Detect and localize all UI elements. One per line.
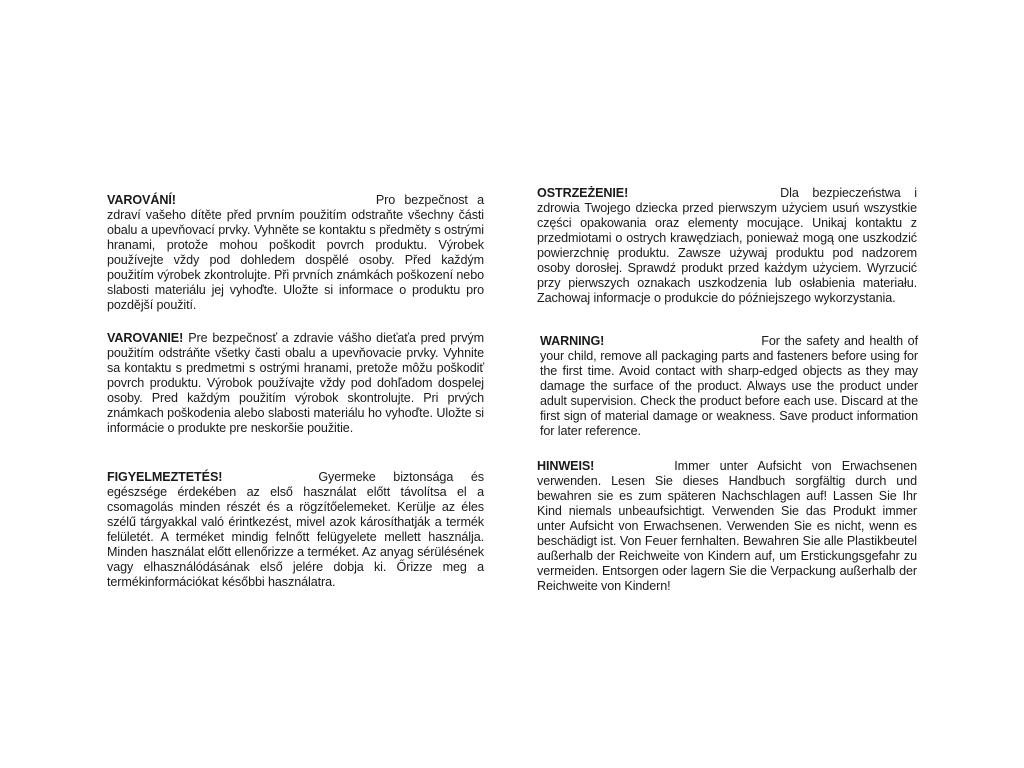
warning-text: Dla bezpieczeństwa i zdrowia Twojego dziecka przed pierwszym użyciem usuń wszystkie części opakowania oraz elementy mocujące. Unikaj kontaktu z przedmiotami o ostrych krawędziach, ponieważ mogą one uszkodzić powierzchnię produktu. Zawsze używaj produktu pod nadzorem osoby dorosłej. Sprawdź produkt przed każdym użyciem. Wyrzucić przy pierwszych oznakach uszkodzenia lub osłabienia materiału. Zachowaj informacje o produkcie do późniejszego wykorzystania.: [537, 186, 917, 305]
warning-block-czech: [107, 193, 484, 313]
warning-text: Gyermeke biztonsága és egészsége érdekében az első használat előtt távolítsa el a csomagolás minden részét és a rögzítőelemeket. Kerülje az éles szélű tárgyakkal való érintkezést, mivel azok károsíthatják a termék felületét. A terméket mindig felnőtt felügyelete mellett használja. Minden használat előtt ellenőrizze a terméket. Az anyag sérülésének vagy elhasználódásának első jelére dobja ki. Őrizze meg a termékinformációkat későbbi használatra.: [107, 470, 484, 589]
warning-block-english: [540, 334, 918, 439]
warning-title: OSTRZEŻENIE!: [537, 186, 629, 200]
warning-title: HINWEIS!: [537, 459, 595, 473]
warning-title: VAROVÁNÍ!: [107, 193, 176, 207]
warning-block-polish: [537, 186, 917, 306]
warning-text: Pre bezpečnosť a zdravie vášho dieťaťa pred prvým použitím odstráňte všetky časti obalu a upevňovacie prvky. Vyhnite sa kontaktu s predmetmi s ostrými hranami, pretože môžu poškodiť povrch produktu. Výrobok používajte vždy pod dohľadom dospelej osoby. Pred každým použitím výrobok skontrolujte. Pri prvých známkach poškodenia alebo slabosti materiálu ho vyhoďte. Uložte si informácie o produkte pre neskoršie použitie.: [107, 331, 484, 435]
warning-text: Immer unter Aufsicht von Erwachsenen verwenden. Lesen Sie dieses Handbuch sorgfältig durch und bewahren sie es zum späteren Nachschlagen auf! Lassen Sie Ihr Kind niemals unbeaufsichtigt. Verwenden Sie das Produkt immer unter Aufsicht von Erwachsenen. Verwenden Sie es nicht, wenn es beschädigt ist. Von Feuer fernhalten. Bewahren Sie alle Plastikbeutel außerhalb der Reichweite von Kindern auf, um Erstickungsgefahr zu vermeiden. Entsorgen oder lagern Sie die Verpackung außerhalb der Reichweite von Kindern!: [537, 459, 917, 593]
warning-title: WARNING!: [540, 334, 605, 348]
warning-title: FIGYELMEZTETÉS!: [107, 470, 223, 484]
warning-block-hungarian: [107, 470, 484, 590]
warning-text: Pro bezpečnost a zdraví vašeho dítěte před prvním použitím odstraňte všechny části obalu a upevňovací prvky. Vyhněte se kontaktu s předměty s ostrými hranami, protože mohou poškodit povrch produktu. Výrobek používejte vždy pod dohledem dospělé osoby. Před každým použitím výrobek zkontrolujte. Při prvních známkách poškození nebo slabosti materiálu jej vyhoďte. Uložte si informace o produktu pro pozdější použití.: [107, 193, 484, 312]
warning-block-slovak: [107, 331, 484, 436]
warning-block-german: [537, 459, 917, 594]
warning-text: For the safety and health of your child, remove all packaging parts and fasteners before using for the first time. Avoid contact with sharp-edged objects as they may damage the surface of the product. Always use the product under adult supervision. Check the product before each use. Discard at the first sign of material damage or weakness. Save product information for later reference.: [540, 334, 918, 438]
warning-title: VAROVANIE!: [107, 331, 184, 345]
